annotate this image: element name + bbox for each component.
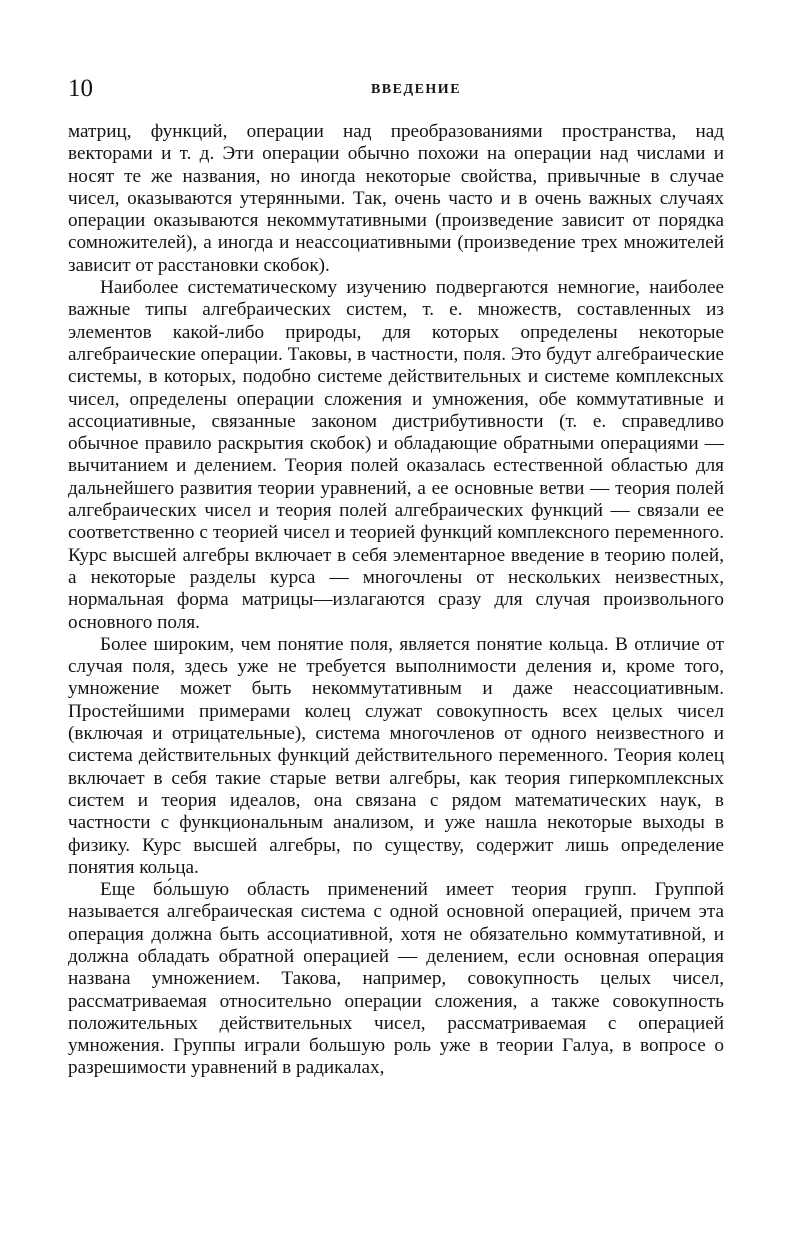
page-number: 10 xyxy=(68,75,93,102)
paragraph-2: Наиболее систематическому изучению подвергаются немногие, наиболее важные типы алгебраических систем, т. е. множеств, составленных из элементов какой-либо природы, для которых определены некоторые алгебраические операции. Таковы, в частности, поля. Это будут алгебраические системы, в которых, подобно системе действительных и системе комплексных чисел, определены операции сложения и умножения, обе коммутативные и ассоциативные, связанные законом дистрибутивности (т. е. справедливо обычное правило раскрытия скобок) и обладающие обратными операциями — вычитанием и делением. Теория полей оказалась естественной областью для дальнейшего развития теории уравнений, а ее основные ветви — теория полей алгебраических чисел и теория полей алгебраических функций — связали ее соответственно с теорией чисел и теорией функций комплексного переменного. Курс высшей алгебры включает в себя элементарное введение в теорию полей, а некоторые разделы курса — многочлены от нескольких неизвестных, нормальная форма матрицы—излагаются сразу для случая произвольного основного поля. xyxy=(68,277,724,633)
paragraph-4: Еще бо́льшую область применений имеет теория групп. Группой называется алгебраическая система с одной основной операцией, причем эта операция должна быть ассоциативной, хотя не обязательно коммутативной, и должна обладать обратной операцией — делением, если основная операция названа умножением. Такова, например, совокупность целых чисел, рассматриваемая относительно операции сложения, а также совокупность положительных действительных чисел, рассматриваемая с операцией умножения. Группы играли большую роль уже в теории Галуа, в вопросе о разрешимости уравнений в радикалах, xyxy=(68,879,724,1079)
page-header xyxy=(68,72,724,108)
paragraph-1: матриц, функций, операции над преобразованиями пространства, над векторами и т. д. Эти операции обычно похожи на операции над числами и носят те же названия, но иногда некоторые свойства, привычные в случае чисел, оказываются утерянными. Так, очень часто и в очень важных случаях операции оказываются некоммутативными (произведение зависит от порядка сомножителей), а иногда и неассоциативными (произведение трех множителей зависит от расстановки скобок). xyxy=(68,121,724,276)
paragraph-3: Более широким, чем понятие поля, является понятие кольца. В отличие от случая поля, здесь уже не требуется выполнимости деления и, кроме того, умножение может быть некоммутативным и даже неассоциативным. Простейшими примерами колец служат совокупность всех целых чисел (включая и отрицательные), система многочленов от одного неизвестного и система действительных функций действительного переменного. Теория колец включает в себя такие старые ветви алгебры, как теория гиперкомплексных систем и теория идеалов, она связана с рядом математических наук, в частности с функциональным анализом, и уже нашла некоторые выходы в физику. Курс высшей алгебры, по существу, содержит лишь определение понятия кольца. xyxy=(68,633,724,878)
running-head: ВВЕДЕНИЕ xyxy=(370,82,462,97)
body-text xyxy=(68,121,724,1080)
